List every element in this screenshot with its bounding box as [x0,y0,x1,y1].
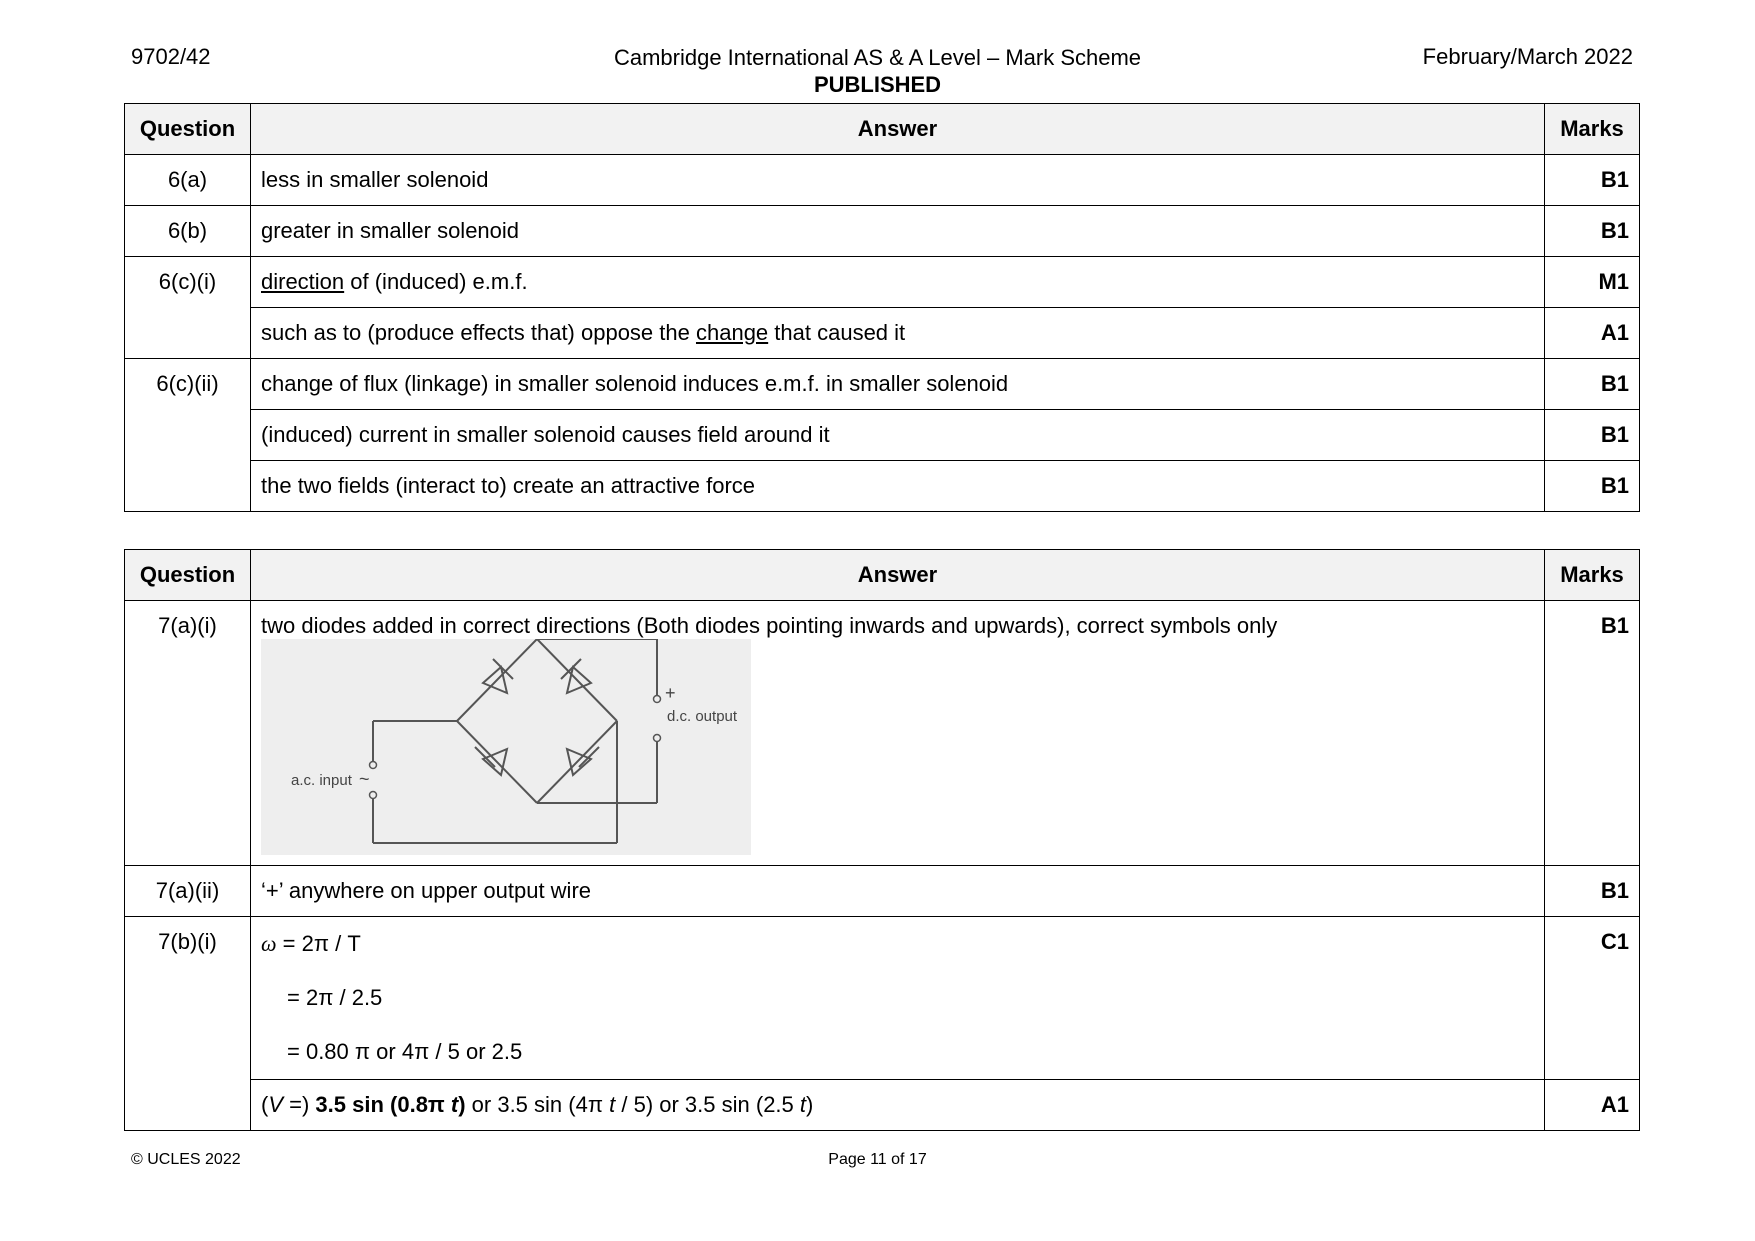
answer-cell [251,917,1545,1080]
equation-line-2: = 2π / 2.5 [287,985,383,1010]
question-number: 6(b) [125,206,251,257]
paper-code: 9702/42 [131,44,211,69]
marks-header: Marks [1545,550,1640,601]
table-header-row [125,550,1640,601]
table-row [125,155,1640,206]
mark-cell: B1 [1545,359,1640,410]
mark-cell: B1 [1545,410,1640,461]
equation-line-3: = 0.80 π or 4π / 5 or 2.5 [287,1039,523,1064]
answer-cell: (induced) current in smaller solenoid causes field around it [251,410,1545,461]
question-header: Question [125,104,251,155]
question-number: 7(b)(i) [125,917,251,1131]
answer-header: Answer [251,550,1545,601]
table-row [125,359,1640,410]
bridge-rectifier-diagram [261,639,751,855]
mark-scheme-table-6 [124,103,1640,512]
question-number: 7(a)(ii) [125,866,251,917]
dc-output-label: d.c. output [667,708,738,725]
answer-cell [251,601,1545,866]
exam-session: February/March 2022 [1422,44,1633,69]
mark-cell: B1 [1545,461,1640,512]
page-number: Page 11 of 17 [828,1151,927,1168]
table-row [125,1080,1640,1131]
table-header-row [125,104,1640,155]
mark-cell: B1 [1545,155,1640,206]
table-row [125,206,1640,257]
mark-cell: B1 [1545,601,1640,866]
underlined-term: direction [261,269,345,294]
table-row [125,917,1640,1080]
omega-symbol: ω [261,931,277,956]
ac-symbol: ~ [359,769,370,789]
marks-header: Marks [1545,104,1640,155]
answer-header: Answer [251,104,1545,155]
answer-cell: (V =) 3.5 sin (0.8π t) or 3.5 sin (4π t / 5) or 3.5 sin (2.5 t) [251,1080,1545,1131]
question-number: 6(a) [125,155,251,206]
mark-cell: M1 [1545,257,1640,308]
mark-cell: C1 [1545,917,1640,1080]
answer-text: of (induced) e.m.f. [344,269,528,294]
mark-cell: A1 [1545,308,1640,359]
mark-cell: B1 [1545,206,1640,257]
table-row [125,866,1640,917]
question-number: 6(c)(ii) [125,359,251,512]
table-row [125,410,1640,461]
answer-cell: change of flux (linkage) in smaller solenoid induces e.m.f. in smaller solenoid [251,359,1545,410]
table-row [125,601,1640,866]
answer-text: two diodes added in correct directions (Both diodes pointing inwards and upwards), correct symbols only [261,613,1278,638]
equation-line-1: ω = 2π / T [261,931,361,956]
answer-cell: less in smaller solenoid [251,155,1545,206]
mark-cell: A1 [1545,1080,1640,1131]
final-answer: 3.5 sin (0.8π t) [315,1092,466,1117]
answer-cell [251,257,1545,308]
answer-cell [251,308,1545,359]
question-header: Question [125,550,251,601]
copyright-notice: © UCLES 2022 [131,1151,241,1168]
table-row [125,257,1640,308]
question-number: 6(c)(i) [125,257,251,359]
voltage-symbol: V [268,1092,284,1117]
circuit-diagram [261,639,751,855]
table-row [125,461,1640,512]
mark-scheme-table-7 [124,549,1640,1131]
answer-cell: greater in smaller solenoid [251,206,1545,257]
title-text: Cambridge International AS & A Level – Mark Scheme [613,45,1142,70]
plus-label: + [665,683,676,703]
answer-text: such as to (produce effects that) oppose the [261,320,696,345]
underlined-term: change [695,320,769,345]
published-label: PUBLISHED [813,72,942,97]
mark-cell: B1 [1545,866,1640,917]
answer-text: that caused it [768,320,906,345]
answer-cell: the two fields (interact to) create an attractive force [251,461,1545,512]
answer-cell: ‘+’ anywhere on upper output wire [251,866,1545,917]
ac-input-label: a.c. input [291,772,352,789]
table-row [125,308,1640,359]
question-number: 7(a)(i) [125,601,251,866]
